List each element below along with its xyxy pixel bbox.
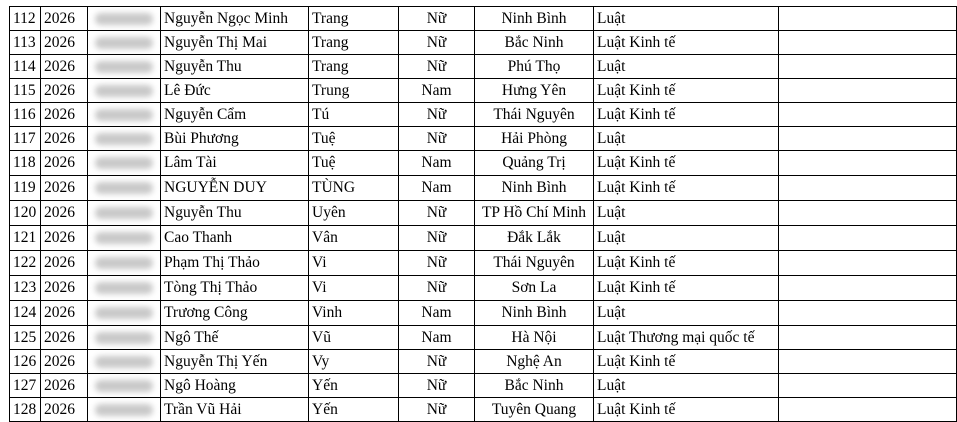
family-middle-name: Ngô Thế [161,326,309,350]
student-id-redacted [88,226,161,251]
given-name: Vũ [309,326,399,350]
given-name: Yến [309,398,399,422]
family-middle-name: Nguyễn Cẩm [161,103,309,127]
table-row [10,326,957,350]
family-middle-name: Nguyễn Thu [161,201,309,226]
gender: Nữ [399,127,475,151]
family-middle-name: Nguyễn Thị Yến [161,350,309,374]
row-number: 122 [10,251,41,276]
redaction-blur [95,257,153,269]
major: Luật [594,55,779,79]
empty-cell [779,31,957,55]
family-middle-name: NGUYỄN DUY [161,176,309,201]
gender: Nữ [399,251,475,276]
table-row [10,201,957,226]
redaction-blur [95,332,153,344]
row-number: 125 [10,326,41,350]
province: TP Hồ Chí Minh [475,201,594,226]
student-id-redacted [88,127,161,151]
given-name: Tú [309,103,399,127]
row-number: 127 [10,374,41,398]
major: Luật [594,226,779,251]
empty-cell [779,276,957,301]
gender: Nữ [399,350,475,374]
family-middle-name: Trần Vũ Hải [161,398,309,422]
student-id-redacted [88,151,161,176]
province: Bắc Ninh [475,31,594,55]
given-name: Uyên [309,201,399,226]
given-name: Tuệ [309,127,399,151]
row-number: 116 [10,103,41,127]
gender: Nữ [399,374,475,398]
gender: Nữ [399,398,475,422]
given-name: TÙNG [309,176,399,201]
row-number: 120 [10,201,41,226]
redaction-blur [95,307,153,319]
major: Luật Kinh tế [594,31,779,55]
row-number: 113 [10,31,41,55]
gender: Nam [399,176,475,201]
student-id-redacted [88,301,161,326]
row-number: 118 [10,151,41,176]
major: Luật Kinh tế [594,151,779,176]
province: Tuyên Quang [475,398,594,422]
province: Thái Nguyên [475,251,594,276]
redaction-blur [95,207,153,219]
student-id-redacted [88,79,161,103]
table-row [10,127,957,151]
province: Sơn La [475,276,594,301]
gender: Nam [399,151,475,176]
row-number: 119 [10,176,41,201]
family-middle-name: Lâm Tài [161,151,309,176]
gender: Nữ [399,55,475,79]
student-id-redacted [88,251,161,276]
table-row [10,79,957,103]
given-name: Trang [309,31,399,55]
gender: Nữ [399,226,475,251]
province: Hải Phòng [475,127,594,151]
student-id-redacted [88,326,161,350]
cohort-year: 2026 [41,350,88,374]
family-middle-name: Ngô Hoàng [161,374,309,398]
table-row [10,350,957,374]
redaction-blur [95,380,153,392]
empty-cell [779,201,957,226]
given-name: Yến [309,374,399,398]
redaction-blur [95,232,153,244]
cohort-year: 2026 [41,31,88,55]
row-number: 117 [10,127,41,151]
table-row [10,301,957,326]
family-middle-name: Lê Đức [161,79,309,103]
cohort-year: 2026 [41,326,88,350]
major: Luật [594,127,779,151]
province: Đắk Lắk [475,226,594,251]
row-number: 112 [10,7,41,31]
gender: Nam [399,301,475,326]
province: Phú Thọ [475,55,594,79]
cohort-year: 2026 [41,127,88,151]
family-middle-name: Nguyễn Thị Mai [161,31,309,55]
gender: Nam [399,79,475,103]
row-number: 126 [10,350,41,374]
redaction-blur [95,37,153,49]
province: Ninh Bình [475,176,594,201]
cohort-year: 2026 [41,151,88,176]
family-middle-name: Tòng Thị Thảo [161,276,309,301]
family-middle-name: Trương Công [161,301,309,326]
gender: Nam [399,326,475,350]
given-name: Vi [309,276,399,301]
empty-cell [779,176,957,201]
table-row [10,374,957,398]
gender: Nữ [399,31,475,55]
major: Luật Kinh tế [594,251,779,276]
empty-cell [779,251,957,276]
cohort-year: 2026 [41,79,88,103]
given-name: Trang [309,7,399,31]
redaction-blur [95,13,153,25]
redaction-blur [95,404,153,416]
redaction-blur [95,182,153,194]
cohort-year: 2026 [41,103,88,127]
gender: Nữ [399,276,475,301]
gender: Nữ [399,201,475,226]
major: Luật Kinh tế [594,350,779,374]
empty-cell [779,326,957,350]
redaction-blur [95,109,153,121]
major: Luật Kinh tế [594,398,779,422]
student-id-redacted [88,55,161,79]
student-id-redacted [88,201,161,226]
table-row [10,251,957,276]
given-name: Tuệ [309,151,399,176]
gender: Nữ [399,7,475,31]
table-row [10,55,957,79]
empty-cell [779,151,957,176]
cohort-year: 2026 [41,7,88,31]
province: Quảng Trị [475,151,594,176]
cohort-year: 2026 [41,251,88,276]
table-row [10,7,957,31]
student-table [9,6,957,422]
student-id-redacted [88,350,161,374]
family-middle-name: Phạm Thị Thảo [161,251,309,276]
gender: Nữ [399,103,475,127]
cohort-year: 2026 [41,398,88,422]
cohort-year: 2026 [41,226,88,251]
row-number: 128 [10,398,41,422]
table-row [10,31,957,55]
major: Luật Kinh tế [594,103,779,127]
major: Luật Kinh tế [594,79,779,103]
given-name: Vy [309,350,399,374]
row-number: 115 [10,79,41,103]
cohort-year: 2026 [41,374,88,398]
empty-cell [779,301,957,326]
family-middle-name: Bùi Phương [161,127,309,151]
province: Bắc Ninh [475,374,594,398]
redaction-blur [95,282,153,294]
empty-cell [779,7,957,31]
cohort-year: 2026 [41,176,88,201]
empty-cell [779,127,957,151]
row-number: 114 [10,55,41,79]
province: Nghệ An [475,350,594,374]
table-row [10,151,957,176]
row-number: 121 [10,226,41,251]
row-number: 124 [10,301,41,326]
student-id-redacted [88,276,161,301]
family-middle-name: Nguyễn Ngọc Minh [161,7,309,31]
province: Thái Nguyên [475,103,594,127]
province: Ninh Bình [475,301,594,326]
given-name: Vân [309,226,399,251]
student-id-redacted [88,7,161,31]
row-number: 123 [10,276,41,301]
empty-cell [779,103,957,127]
student-id-redacted [88,103,161,127]
table-row [10,103,957,127]
empty-cell [779,226,957,251]
family-middle-name: Nguyễn Thu [161,55,309,79]
major: Luật Kinh tế [594,176,779,201]
empty-cell [779,350,957,374]
major: Luật [594,201,779,226]
province: Hà Nội [475,326,594,350]
student-id-redacted [88,31,161,55]
major: Luật Thương mại quốc tế [594,326,779,350]
table-row [10,276,957,301]
given-name: Vinh [309,301,399,326]
major: Luật [594,374,779,398]
cohort-year: 2026 [41,301,88,326]
empty-cell [779,374,957,398]
cohort-year: 2026 [41,201,88,226]
major: Luật [594,7,779,31]
student-table-body [10,7,957,422]
redaction-blur [95,133,153,145]
table-row [10,176,957,201]
redaction-blur [95,85,153,97]
empty-cell [779,79,957,103]
cohort-year: 2026 [41,55,88,79]
major: Luật [594,301,779,326]
student-id-redacted [88,176,161,201]
major: Luật Kinh tế [594,276,779,301]
given-name: Vi [309,251,399,276]
redaction-blur [95,356,153,368]
cohort-year: 2026 [41,276,88,301]
family-middle-name: Cao Thanh [161,226,309,251]
redaction-blur [95,157,153,169]
province: Hưng Yên [475,79,594,103]
table-row [10,226,957,251]
student-id-redacted [88,374,161,398]
given-name: Trung [309,79,399,103]
province: Ninh Bình [475,7,594,31]
redaction-blur [95,61,153,73]
empty-cell [779,55,957,79]
given-name: Trang [309,55,399,79]
